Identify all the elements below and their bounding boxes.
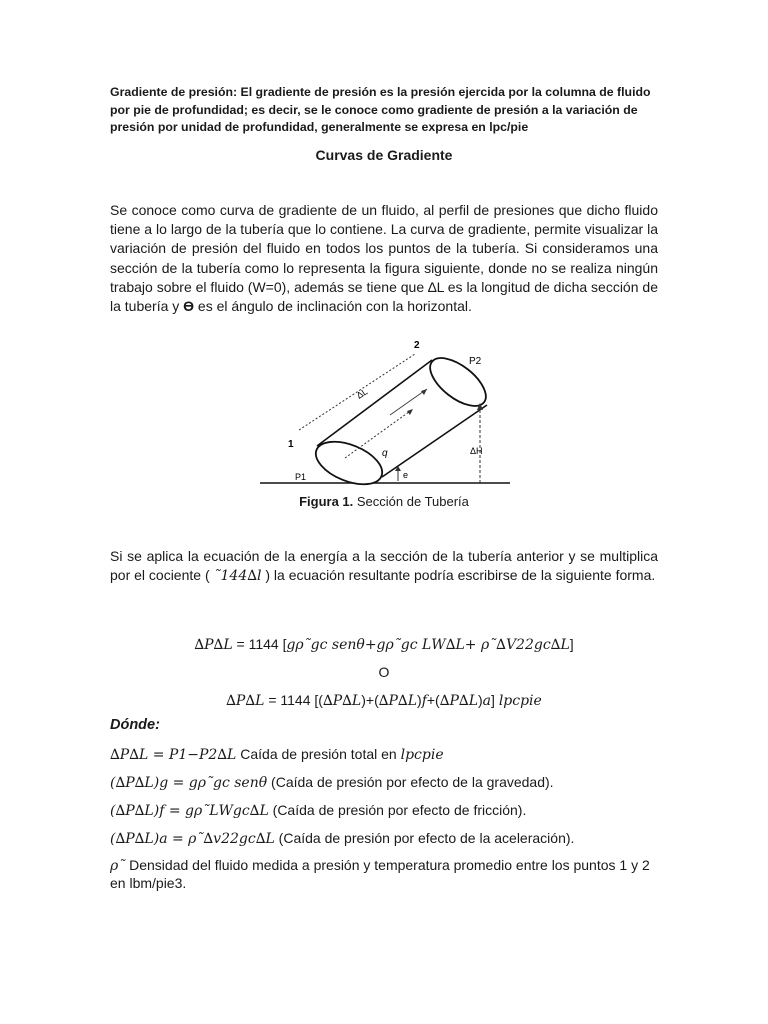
pipe-section-figure bbox=[255, 335, 515, 490]
definition-friccion bbox=[110, 801, 658, 820]
eq2-s2: ) bbox=[417, 692, 422, 708]
flow-arrowhead-upper bbox=[421, 389, 427, 395]
def1-math: (∆𝑃∆𝐿)g = 𝑔𝜌˜𝑔𝑐 𝑠𝑒𝑛𝜃 bbox=[110, 775, 268, 791]
fig-label-p1: P1 bbox=[295, 472, 307, 482]
fig-label-2: 2 bbox=[414, 340, 420, 351]
paragraph-curva-gradiente bbox=[110, 201, 658, 316]
eq2-unit: 𝑙𝑝𝑐𝑝𝑖𝑒 bbox=[498, 693, 542, 709]
p1-delta-l: ∆L bbox=[428, 278, 444, 295]
p1-text1: Se conoce como curva de gradiente de un fluido, al perfil de presiones que dicho fluido tiene a lo largo de la tubería que lo contiene. La curva de gradiente, permite visualizar la variación de presión del fluido en todos los puntos de la tubería. Si consideramos una sección de la tubería como lo representa la figura siguiente, donde no se realiza ningún trabajo sobre el fluido (W=0), además se tiene que bbox=[110, 202, 658, 295]
eq2-lhs: ∆𝑃∆𝐿 bbox=[226, 693, 265, 709]
equation-2 bbox=[0, 692, 768, 709]
p2-text2: ) la ecuación resultante podría escribirse de la siguiente forma. bbox=[261, 567, 656, 584]
density-text: Densidad del fluido medida a presión y temperatura promedio entre los puntos 1 y 2 en lbm/pie3. bbox=[110, 857, 650, 891]
pipe-top-line bbox=[317, 360, 432, 446]
eq2-term3: ∆𝑃∆𝐿 bbox=[439, 693, 478, 709]
density-symbol: 𝜌˜ bbox=[110, 858, 126, 874]
or-separator: O bbox=[378, 664, 390, 680]
definition-densidad bbox=[110, 857, 658, 892]
definition-total bbox=[110, 745, 658, 764]
def2-math: (∆𝑃∆𝐿)f = 𝑔𝜌˜𝐿𝑊𝑔𝑐∆𝐿 bbox=[110, 803, 269, 819]
eq2-s5: ] bbox=[491, 692, 499, 708]
pipe-outlet-ellipse bbox=[422, 349, 494, 415]
p1-theta: ϴ bbox=[183, 298, 195, 315]
intro-paragraph: Gradiente de presión: El gradiente de presión es la presión ejercida por la columna de fluido por pie de profundidad; es decir, se le conoce como gradiente de presión a la variación de presión por unidad de profundidad, generalmente se expresa en lpc/pie bbox=[110, 85, 651, 134]
def0-tail: 𝑙𝑝𝑐𝑝𝑖𝑒 bbox=[400, 747, 444, 763]
fig-label-delta-l: ΔL bbox=[354, 386, 370, 401]
donde-heading: Dónde: bbox=[110, 717, 160, 733]
definition-gravedad bbox=[110, 773, 658, 792]
eq2-term2: ∆𝑃∆𝐿 bbox=[378, 693, 418, 709]
def0-math: ∆𝑃∆𝐿 = 𝑃1−𝑃2∆𝐿 bbox=[110, 747, 237, 763]
eq1-lhs: ∆𝑃∆𝐿 bbox=[194, 637, 233, 653]
definition-aceleracion bbox=[110, 829, 658, 848]
eq1-end: ] bbox=[569, 636, 574, 652]
eq2-s3: +( bbox=[426, 692, 440, 708]
def3-math: (∆𝑃∆𝐿)𝑎 = 𝜌˜∆𝑣22𝑔𝑐∆𝐿 bbox=[110, 831, 275, 847]
section-title: Curvas de Gradiente bbox=[315, 147, 453, 163]
fig-label-theta: e bbox=[403, 470, 409, 480]
def0-text: Caída de presión total en bbox=[236, 746, 401, 762]
caption-bold: Figura 1. bbox=[299, 494, 354, 509]
equation-1 bbox=[0, 636, 768, 653]
figure-caption bbox=[0, 494, 768, 509]
fig-label-1: 1 bbox=[288, 439, 294, 450]
p1-text3: es el ángulo de inclinación con la horizontal. bbox=[194, 298, 472, 315]
def1-text: (Caída de presión por efecto de la gravedad). bbox=[267, 774, 554, 790]
fig-label-q: q bbox=[382, 448, 388, 459]
eq2-s4: ) bbox=[478, 692, 483, 708]
p1-text2: es la longitud de dicha sección de la tubería y bbox=[110, 278, 658, 315]
p2-fraction: ˜144∆𝑙 bbox=[213, 568, 262, 585]
flow-arrow-line bbox=[345, 409, 413, 458]
def2-text: (Caída de presión por efecto de fricción). bbox=[268, 802, 527, 818]
eq2-mid: = 1144 [( bbox=[264, 692, 323, 708]
flow-arrowhead bbox=[407, 409, 413, 415]
eq2-f: 𝑓 bbox=[421, 693, 427, 709]
caption-text: Sección de Tubería bbox=[353, 494, 469, 509]
fig-label-p2: P2 bbox=[469, 356, 482, 367]
p2-text1: Si se aplica la ecuación de la energía a la sección de la tubería anterior y se multiplica por el cociente ( bbox=[110, 548, 658, 584]
eq2-s1: )+( bbox=[361, 692, 379, 708]
fig-label-delta-h: ΔH bbox=[470, 446, 483, 456]
pipe-bottom-line bbox=[382, 405, 487, 477]
eq1-body: 𝑔𝜌˜𝑔𝑐 𝑠𝑒𝑛𝜃+𝑔𝜌˜𝑔𝑐 𝐿𝑊∆𝐿+ 𝜌˜∆𝑉22𝑔𝑐∆𝐿 bbox=[286, 637, 570, 653]
def3-text: (Caída de presión por efecto de la aceleración). bbox=[274, 830, 575, 846]
eq2-term1: ∆𝑃∆𝐿 bbox=[322, 693, 362, 709]
eq2-a: 𝑎 bbox=[482, 693, 492, 709]
paragraph-ecuacion-energia bbox=[110, 547, 658, 586]
eq1-mid: = 1144 [ bbox=[232, 636, 287, 652]
